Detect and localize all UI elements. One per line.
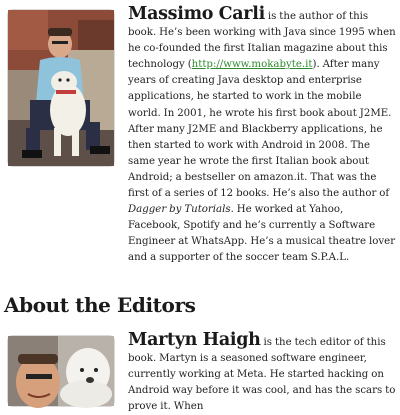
author-bio-text: . He worked at Yahoo, Facebook, Spotify and he’s currently a Software Engineer at WhatsApp. He’s a musical theatre lover and a supporter of the soccer team S.P.A.L. (128, 204, 396, 264)
author-bio-text: ). After many years of creating Java desktop and enterprise applications, he started to work in the mobile world. In 2001, he wrote his first book about J2ME. After many J2ME and Blackberry applications, he then started to work with Android in 2008. The same year he wrote the first Italian book about Android; a bestseller on amazon.it. That was the first of a series of 12 books. He’s also the author of (128, 59, 392, 200)
section-heading: About the Editors (4, 293, 196, 317)
author-photo (8, 10, 114, 166)
book-title: Dagger by Tutorials (128, 204, 231, 216)
editor-photo (8, 336, 114, 406)
editor-name: Martyn Haigh (128, 330, 261, 350)
author-bio (128, 6, 396, 267)
editor-bio-text: is the tech editor of this book. Martyn is a seasoned software engineer, currently working at Meta. He started hacking on Android way before it was cool, and has the scars to prove it. When (128, 337, 396, 413)
author-name: Massimo Carli (128, 4, 265, 24)
author-bio-text: is the author of this book. He’s been working with Java since 1995 when he co-founded the first Italian magazine about this technology ( (128, 11, 396, 71)
editor-bio (128, 332, 396, 415)
mokabyte-link[interactable]: http://www.mokabyte.it (191, 59, 313, 71)
